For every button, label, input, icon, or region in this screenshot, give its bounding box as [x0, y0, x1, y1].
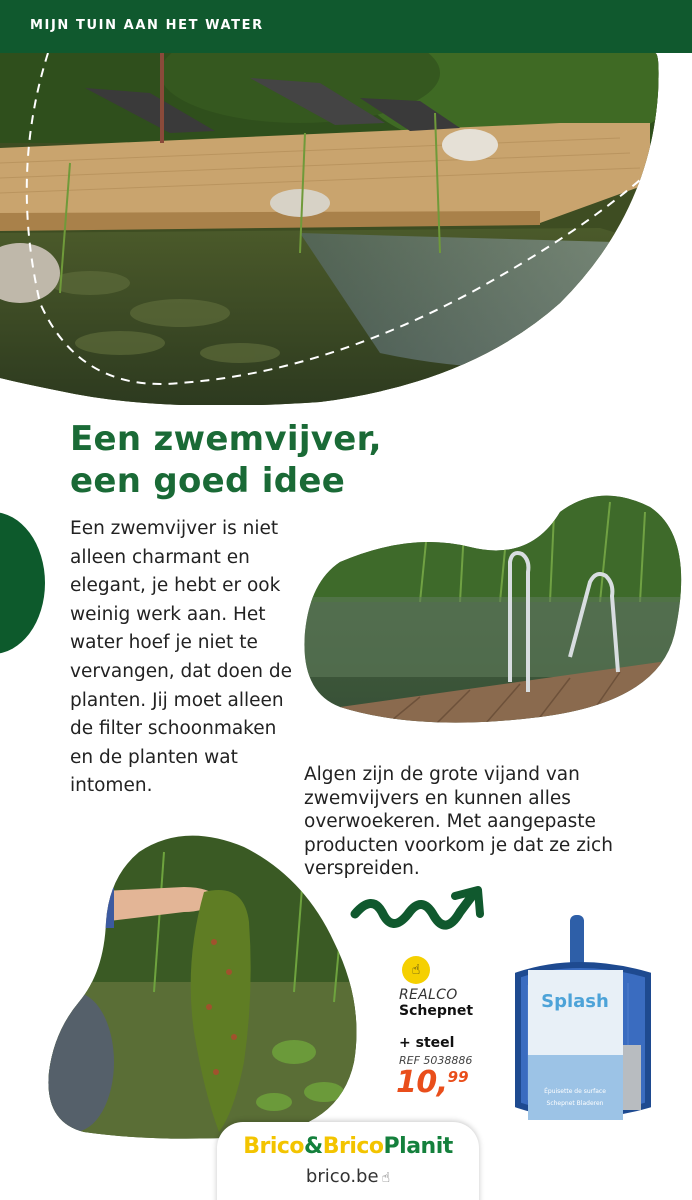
logo-planit: Planit — [383, 1134, 453, 1159]
product-name: Schepnet — [399, 1003, 474, 1019]
price-integer: 10, — [396, 1065, 448, 1100]
logo-brico: Brico — [243, 1134, 305, 1159]
product-brand: REALCO — [399, 987, 458, 1003]
footer-url-link[interactable] — [217, 1166, 479, 1187]
heading-line-1: Een zwemvijver, — [70, 419, 382, 459]
intro-paragraph: Een zwemvijver is niet alleen charmant en elegant, je hebt er ook weinig werk aan. Het water hoef je niet te vervangen, dat doen de planten. Jij moet alleen de filter schoonmaken en de planten wat intomen. — [70, 518, 292, 797]
algae-paragraph: Algen zijn de grote vijand van zwemvijvers en kunnen alles overwoekeren. Met aangepaste producten voorkom je dat ze zich verspreiden. — [304, 764, 613, 879]
pool-ladder-photo — [300, 492, 682, 730]
section-title: MIJN TUIN AAN HET WATER — [30, 18, 264, 33]
pointing-hand-icon: ☝ — [402, 956, 430, 984]
article-heading — [70, 418, 382, 502]
logo-ampersand: & — [304, 1134, 323, 1159]
logo-brico-2: Brico — [322, 1134, 384, 1159]
header-bar — [0, 0, 692, 53]
package-line-2: Schepnet Bladeren — [546, 1100, 604, 1107]
side-tab-decoration — [0, 512, 45, 654]
package-line-1: Épuisette de surface — [544, 1088, 606, 1095]
brico-logo — [217, 1134, 479, 1159]
package-brand: Splash — [541, 991, 609, 1012]
footer-url-text: brico.be — [305, 1166, 379, 1187]
footer-logo-tab[interactable] — [217, 1122, 479, 1200]
hero-pond-photo — [0, 53, 692, 405]
wave-arrow-icon — [350, 884, 495, 946]
price-decimal: 99 — [447, 1068, 469, 1086]
skimmer-net-product-image — [498, 915, 658, 1125]
algae-removal-photo — [44, 832, 364, 1150]
product-ref: REF 5038886 — [399, 1054, 473, 1067]
heading-line-2: een goed idee — [70, 461, 346, 501]
hand-cursor-icon: ☝ — [381, 1170, 391, 1186]
product-extra: + steel — [399, 1035, 455, 1051]
product-price — [396, 1066, 469, 1100]
